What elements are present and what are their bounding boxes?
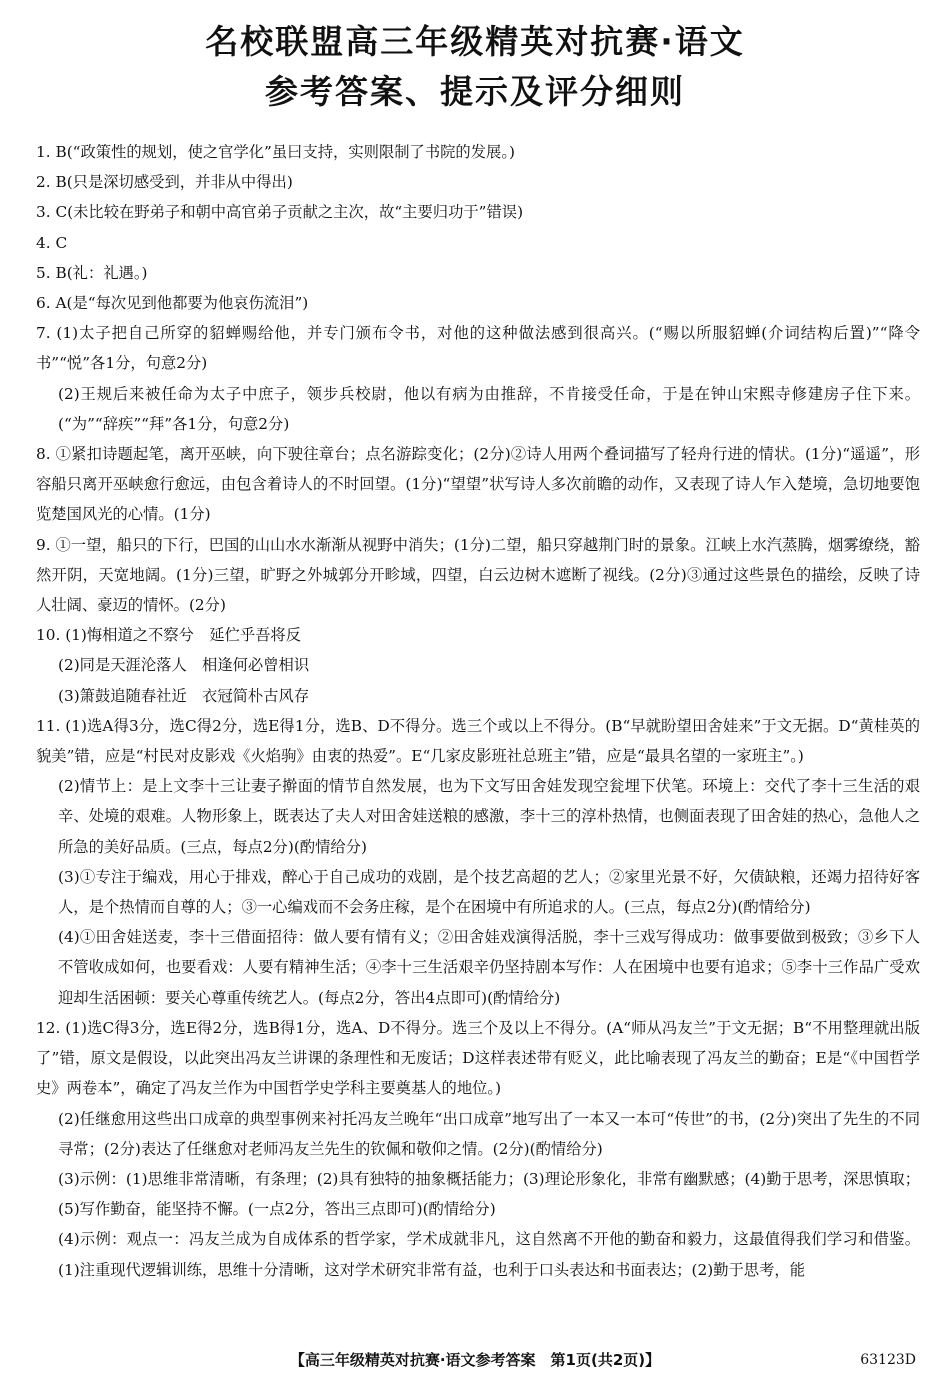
page-footer [0, 1348, 950, 1372]
answer-item: 10. (1)悔相道之不察兮 延伫乎吾将反 [36, 626, 302, 645]
footer-label: 【高三年级精英对抗赛·语文参考答案 第1页(共2页)】 [289, 1351, 661, 1369]
answer-item: 5. B(礼：礼遇。) [36, 263, 148, 282]
answer-item: 3. C(未比较在野弟子和朝中高官弟子贡献之主次，故“主要归功于”错误) [36, 203, 524, 222]
answer-item: (2)情节上：是上文李十三让妻子擀面的情节自然发展，也为下文写田舍娃发现空瓮埋下伏笔。环境上：交代了李十三生活的艰辛、处境的艰难。人物形象上，既表达了夫人对田舍娃送粮的感激，李十三的淳朴热情，也侧面表现了田舍娃的热心，急他人之所急的美好品质。(三点，每点2分)(酌情给分) [58, 777, 920, 856]
answer-item: (4)示例：观点一：冯友兰成为自成体系的哲学家，学术成就非凡，这自然离不开他的勤奋和毅力，这最值得我们学习和借鉴。(1)注重现代逻辑训练，思维十分清晰，这对学术研究非常有益，也利于口头表达和书面表达；(2)勤于思考，能 [58, 1230, 920, 1279]
answer-item: 7. (1)太子把自己所穿的貂蝉赐给他，并专门颁布令书，对他的这种做法感到很高兴。(“赐以所服貂蝉(介词结构后置)”“降令书”“悦”各1分，句意2分) [36, 324, 920, 373]
answer-item: 1. B(“政策性的规划，使之官学化”虽曰支持，实则限制了书院的发展。) [36, 143, 515, 161]
answer-item: 12. (1)选C得3分，选E得2分，选B得1分，选A、D不得分。选三个及以上不得分。(A“师从冯友兰”于文无据；B“不用整理就出版了”错，原文是假设，以此突出冯友兰讲课的条理性和无废话；D这样表述带有贬义，此比喻表现了冯友兰的勤奋；E是“《中国哲学史》两卷本”，确定了冯友兰作为中国哲学史学科主要奠基人的地位。) [36, 1018, 920, 1098]
answer-item: 6. A(是“每次见到他都要为他哀伤流泪”) [36, 294, 309, 313]
page-subtitle: 参考答案、提示及评分细则 [265, 72, 685, 111]
answer-item: (3)①专注于编戏，用心于排戏，醉心于自己成功的戏剧，是个技艺高超的艺人；②家里光景不好，欠债缺粮，还竭力招待好客人，是个热情而自尊的人；③一心编戏而不会务庄稼，是个在困境中有所追求的人。(三点，每点2分)(酌情给分) [58, 867, 920, 917]
answer-item: 4. C [36, 233, 68, 252]
answer-item: (2)同是天涯沦落人 相逢何必曾相识 [58, 656, 310, 675]
answer-item: 9. ①一望，船只的下行，巴国的山山水水渐渐从视野中消失；(1分)二望，船只穿越荆门时的景象。江峡上水汽蒸腾，烟雾缭绕，豁然开阴，天宽地阔。(1分)三望，旷野之外城郭分开畛域，四望，白云边树木遮断了视线。(2分)③通过这些景色的描绘，反映了诗人壮阔、豪迈的情怀。(2分) [36, 535, 920, 615]
answer-item: (4)①田舍娃送麦，李十三借面招待：做人要有情有义；②田舍娃戏演得活脱，李十三戏写得成功：做事要做到极致；③乡下人不管收成如何，也要看戏：人要有精神生活；④李十三生活艰辛仍坚持剧本写作：人在困境中也要有追求；⑤李十三作品广受欢迎却生活困顿：要关心尊重传统艺人。(每点2分，答出4点即可)(酌情给分) [58, 928, 920, 1007]
footer-code: 63123D [860, 1352, 916, 1368]
answer-item: 8. ①紧扣诗题起笔，离开巫峡，向下驶往章台；点名游踪变化；(2分)②诗人用两个叠词描写了轻舟行进的情状。(1分)“遥遥”，形容船只离开巫峡愈行愈远，由包含着诗人的不时回望。(1分)“望望”状写诗人多次前瞻的动作，又表现了诗人乍入楚境，急切地要饱览楚国风光的心情。(1分) [36, 445, 920, 524]
answer-item: (3)示例：(1)思维非常清晰，有条理；(2)具有独特的抽象概括能力；(3)理论形象化，非常有幽默感；(4)勤于思考，深思慎取；(5)写作勤奋，能坚持不懈。(一点2分，答出三点即可)(酌情给分) [58, 1169, 920, 1219]
answer-list [36, 137, 920, 1285]
answer-item: (2)王规后来被任命为太子中庶子，领步兵校尉，他以有病为由推辞，不肯接受任命，于是在钟山宋熙寺修建房子住下来。(“为”“辞疾”“拜”各1分，句意2分) [58, 384, 920, 433]
answer-item: (3)箫鼓追随春社近 衣冠简朴古风存 [58, 686, 310, 705]
page-title: 名校联盟高三年级精英对抗赛·语文 [205, 22, 745, 61]
answer-item: 11. (1)选A得3分，选C得2分，选E得1分，选B、D不得分。选三个或以上不得分。(B“早就盼望田舍娃来”于文无据。D“黄桂英的貌美”错，应是“村民对皮影戏《火焰驹》由衷的热爱”。E“几家皮影班社总班主”错，应是“最具名望的一家班主”。) [36, 716, 920, 766]
answer-item: 2. B(只是深切感受到，并非从中得出) [36, 173, 293, 192]
answer-item: (2)任继愈用这些出口成章的典型事例来衬托冯友兰晚年“出口成章”地写出了一本又一本可“传世”的书，(2分)突出了先生的不同寻常；(2分)表达了任继愈对老师冯友兰先生的钦佩和敬仰之情。(2分)(酌情给分) [58, 1109, 920, 1158]
